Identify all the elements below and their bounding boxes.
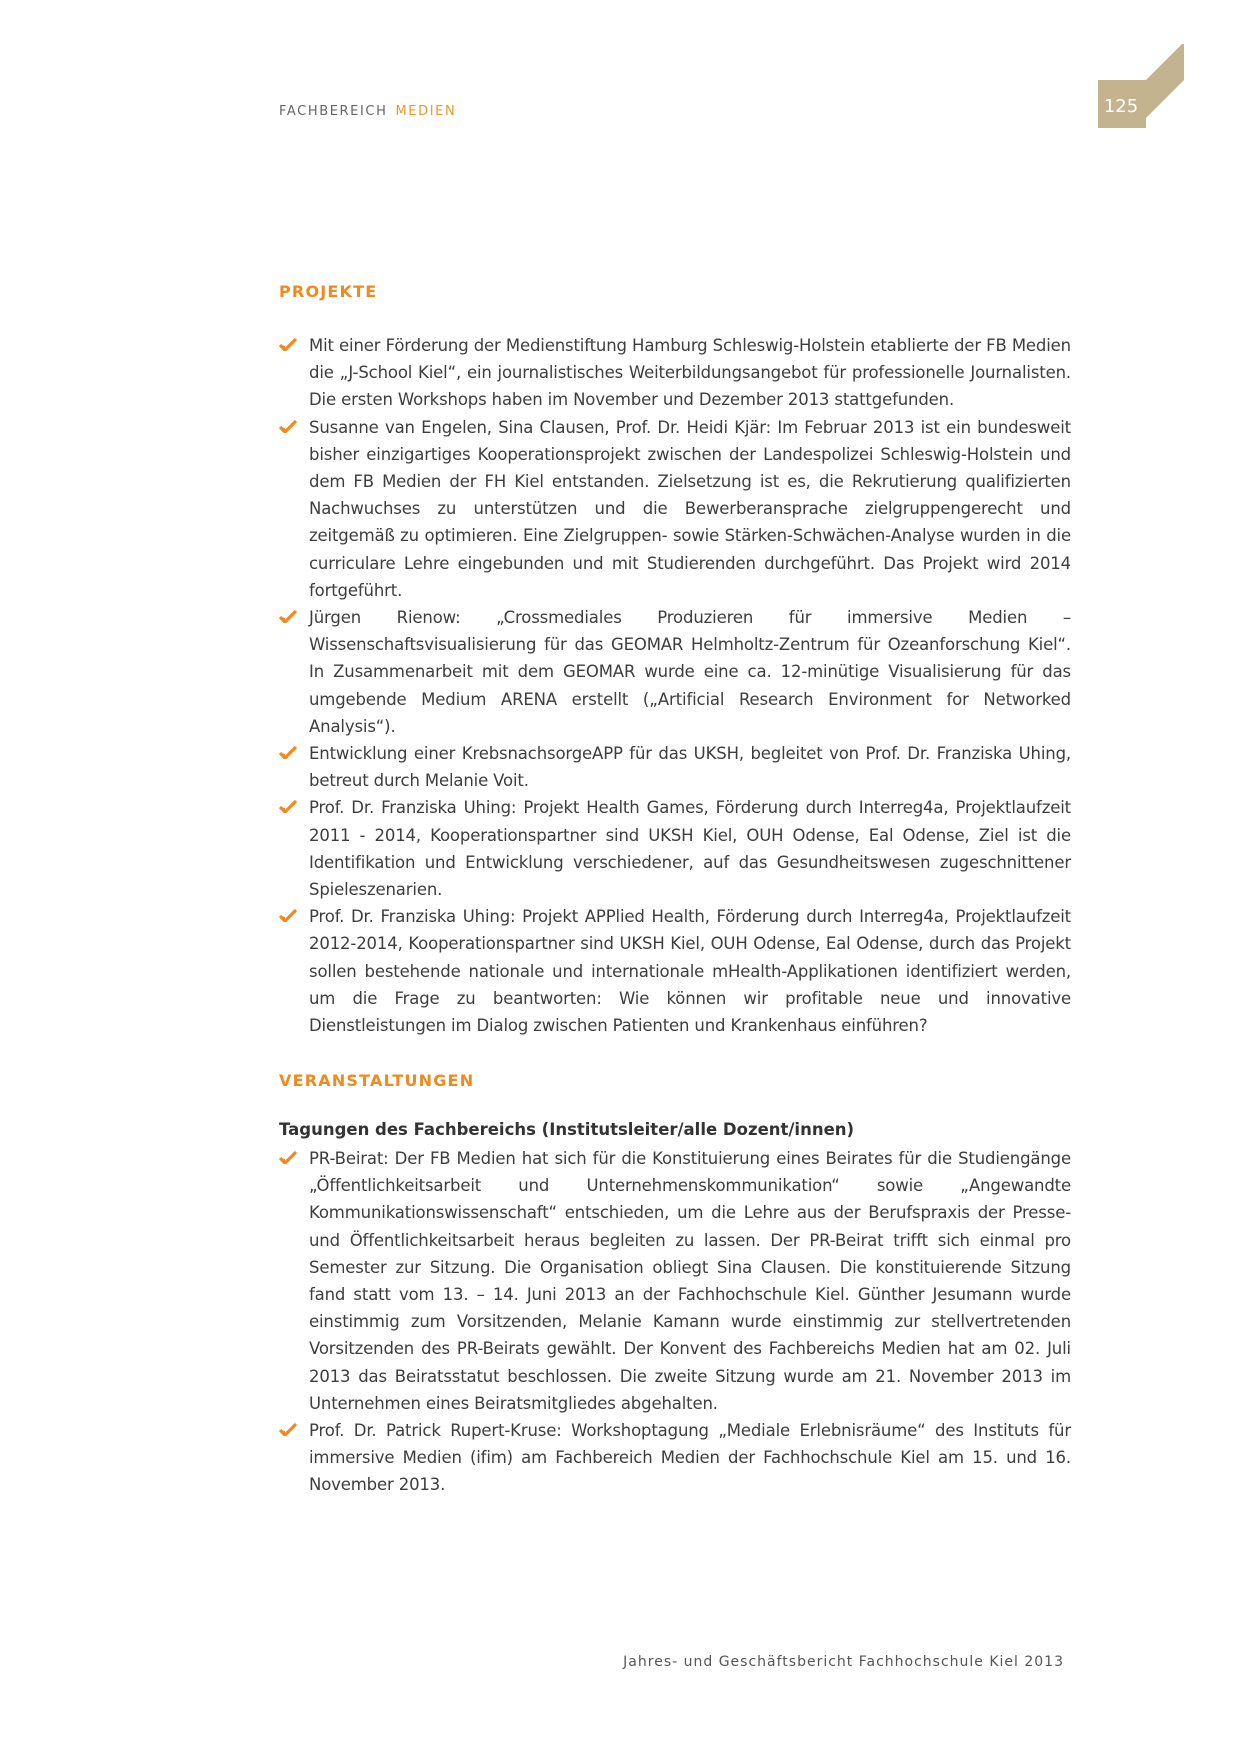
running-head-accent: MEDIEN [395, 104, 457, 119]
check-arrow-icon [279, 337, 297, 351]
list-item [279, 903, 1071, 1039]
list-item-text: Prof. Dr. Patrick Rupert-Kruse: Workshoptagung „Mediale Erlebnisräume“ des Instituts für immersive Medien (ifim) am Fachbereich Medien der Fachhochschule Kiel am 15. und 16. November 2013. [309, 1421, 1071, 1495]
check-arrow-icon [279, 609, 297, 623]
running-head-department: FACHBEREICH [279, 104, 388, 119]
list-item-text: Prof. Dr. Franziska Uhing: Projekt Health Games, Förderung durch Interreg4a, Projektlaufzeit 2011 - 2014, Kooperationspartner sind UKSH Kiel, OUH Odense, Eal Odense, Ziel ist die Identifikation und Entwicklung verschiedener, auf das Gesundheitswesen zugeschnittener Spieleszenarien. [309, 798, 1071, 900]
list-item-text: PR-Beirat: Der FB Medien hat sich für die Konstituierung eines Beirates für die Studiengänge „Öffentlichkeitsarbeit und Unternehmenskommunikation“ sowie „Angewandte Kommunikationswissenschaft“ entschieden, um die Lehre aus der Berufspraxis der Presse- und Öffentlichkeitsarbeit heraus begleiten zu lassen. Der PR-Beirat trifft sich einmal pro Semester zur Sitzung. Die Organisation obliegt Sina Clausen. Die konstituierende Sitzung fand statt vom 13. – 14. Juni 2013 an der Fachhochschule Kiel. Günther Jesumann wurde einstimmig zum Vorsitzenden, Melanie Kamann wurde einstimmig zur stellvertretenden Vorsitzenden des PR-Beirats gewählt. Der Konvent des Fachbereichs Medien hat am 02. Juli 2013 das Beiratsstatut beschlossen. Die zweite Sitzung wurde am 21. November 2013 im Unternehmen eines Beiratsmitgliedes abgehalten. [309, 1149, 1071, 1413]
page-number: 125 [1103, 96, 1139, 117]
page-footer: Jahres- und Geschäftsbericht Fachhochschule Kiel 2013 [623, 1654, 1064, 1670]
list-item-text: Prof. Dr. Franziska Uhing: Projekt APPlied Health, Förderung durch Interreg4a, Projektlaufzeit 2012-2014, Kooperationspartner sind UKSH Kiel, OUH Odense, Eal Odense, durch das Projekt sollen bestehende nationale und internationale mHealth-Applikationen identifiziert werden, um die Frage zu beantworten: Wie können wir profitable neue und innovative Dienstleistungen im Dialog zwischen Patienten und Krankenhaus einführen? [309, 907, 1071, 1036]
check-arrow-icon [279, 1150, 297, 1164]
list-item [279, 604, 1071, 740]
running-head [279, 104, 456, 119]
section-title-veranstaltungen: VERANSTALTUNGEN [279, 1071, 475, 1090]
check-arrow-icon [279, 745, 297, 759]
projects-list [279, 332, 1071, 1039]
list-item-text: Jürgen Rienow: „Crossmediales Produzieren für immersive Medien – Wissenschaftsvisualisierung für das GEOMAR Helmholtz-Zentrum für Ozeanforschung Kiel“. In Zusammenarbeit mit dem GEOMAR wurde eine ca. 12-minütige Visualisierung für das umgebende Medium ARENA erstellt („Artificial Research Environment for Networked Analysis“). [309, 608, 1071, 736]
section-title-projekte: PROJEKTE [279, 282, 378, 301]
list-item-text: Susanne van Engelen, Sina Clausen, Prof. Dr. Heidi Kjär: Im Februar 2013 ist ein bundesweit bisher einzigartiges Kooperationsprojekt zwischen der Landespolizei Schleswig-Holstein und dem FB Medien der FH Kiel entstanden. Zielsetzung ist es, die Rekrutierung qualifizierten Nachwuchses zu unterstützen und die Bewerberansprache zielgruppengerecht und zeitgemäß zu optimieren. Eine Zielgruppen- sowie Stärken-Schwächen-Analyse wurden in die curriculare Lehre eingebunden und mit Studierenden durchgeführt. Das Projekt wird 2014 fortgeführt. [309, 417, 1071, 600]
list-item-text: Entwicklung einer KrebsnachsorgeAPP für das UKSH, begleitet von Prof. Dr. Franziska Uhing, betreut durch Melanie Voit. [309, 744, 1071, 791]
list-item-text: Mit einer Förderung der Medienstiftung Hamburg Schleswig-Holstein etablierte der FB Medien die „J-School Kiel“, ein journalistisches Weiterbildungsangebot für professionelle Journalisten. Die ersten Workshops haben im November und Dezember 2013 stattgefunden. [309, 336, 1071, 410]
list-item [279, 740, 1071, 794]
events-list [279, 1145, 1071, 1499]
events-subheading: Tagungen des Fachbereichs (Institutsleiter/alle Dozent/innen) [279, 1120, 855, 1139]
list-item [279, 414, 1071, 604]
list-item [279, 332, 1071, 414]
check-arrow-icon [279, 419, 297, 433]
check-arrow-icon [279, 908, 297, 922]
list-item [279, 1145, 1071, 1417]
list-item [279, 1417, 1071, 1499]
list-item [279, 794, 1071, 903]
check-arrow-icon [279, 799, 297, 813]
check-arrow-icon [279, 1422, 297, 1436]
